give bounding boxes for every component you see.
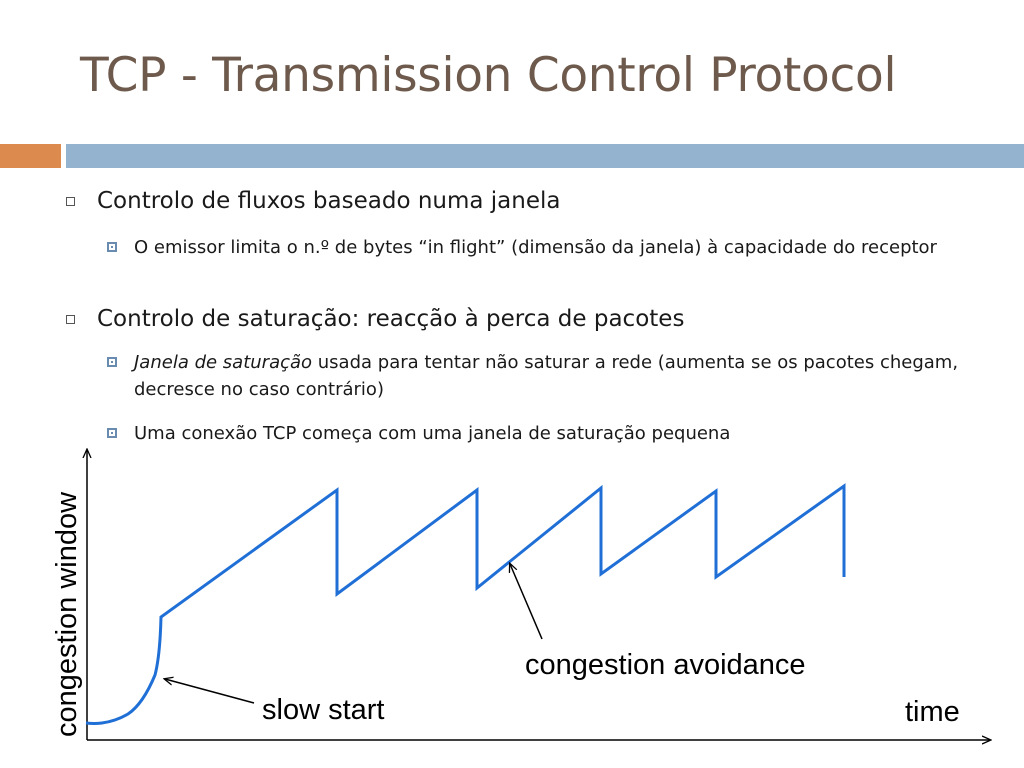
bullet-text: Controlo de saturação: reacção à perca de pacotes: [97, 306, 685, 332]
bullet-text: Controlo de fluxos baseado numa janela: [97, 188, 561, 214]
sub-bullet-italic-term: Janela de saturação: [134, 352, 313, 373]
slide-title: TCP - Transmission Control Protocol: [80, 48, 897, 103]
y-axis-label: congestion window: [51, 491, 83, 737]
sub-bullet-text: Uma conexão TCP começa com uma janela de saturação pequena: [134, 423, 731, 444]
slow-start-arrow: [165, 679, 254, 703]
congestion-avoidance-arrow: [510, 564, 542, 639]
slow-start-label: slow start: [262, 694, 385, 726]
congestion-avoidance-label: congestion avoidance: [525, 649, 806, 681]
sub-bullet-rest: usada para tentar não saturar a rede (aumenta se os pacotes chegam, decresce no caso contrário): [134, 352, 959, 400]
x-axis-label: time: [905, 696, 960, 728]
sub-bullet-text: O emissor limita o n.º de bytes “in flight” (dimensão da janela) à capacidade do receptor: [134, 237, 937, 258]
